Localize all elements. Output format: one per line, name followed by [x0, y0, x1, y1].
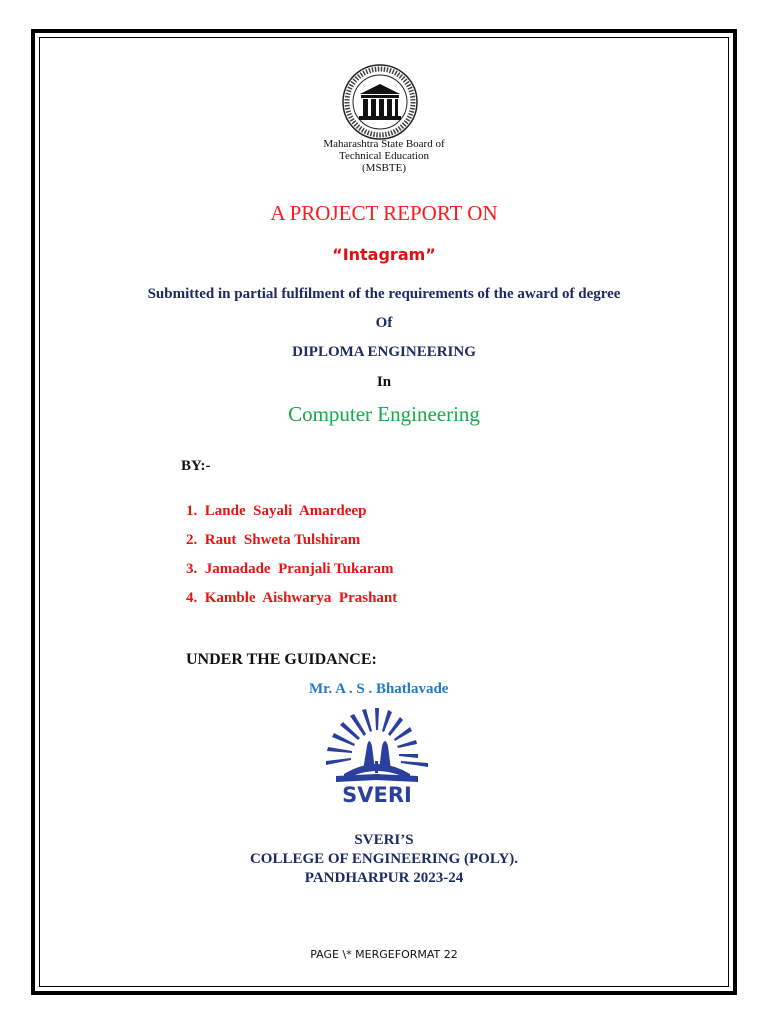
msbte-caption-line3: (MSBTE)	[362, 162, 406, 174]
sveri-logo	[318, 706, 436, 806]
report-title: A PROJECT REPORT ON	[270, 201, 498, 225]
msbte-caption	[284, 138, 484, 174]
guide-name: Mr. A . S . Bhatlavade	[309, 681, 449, 697]
degree-name: DIPLOMA ENGINEERING	[292, 344, 476, 360]
submission-in: In	[376, 374, 392, 390]
student-list	[186, 503, 397, 619]
student-item: 1. Lande Sayali Amardeep	[186, 503, 367, 519]
college-line2: COLLEGE OF ENGINEERING (POLY).	[249, 851, 519, 867]
page-footer: PAGE \* MERGEFORMAT 22	[310, 948, 458, 961]
by-label: BY:-	[181, 458, 211, 474]
msbte-logo	[334, 64, 426, 144]
msbte-caption-line2: Technical Education	[339, 150, 429, 162]
department-name: Computer Engineering	[288, 402, 480, 426]
student-item: 4. Kamble Aishwarya Prashant	[186, 590, 398, 606]
sveri-logo-text: SVERI	[342, 783, 412, 806]
student-item: 2. Raut Shweta Tulshiram	[186, 532, 361, 548]
college-line3: PANDHARPUR 2023-24	[304, 870, 464, 886]
submission-statement: Submitted in partial fulfilment of the requirements of the award of degree	[147, 286, 621, 302]
submission-of: Of	[375, 315, 393, 331]
project-name: “Intagram”	[332, 245, 436, 264]
student-item: 3. Jamadade Pranjali Tukaram	[186, 561, 394, 577]
guidance-label: UNDER THE GUIDANCE:	[186, 651, 377, 668]
college-line1: SVERI’S	[354, 832, 414, 848]
msbte-caption-line1: Maharashtra State Board of	[323, 138, 445, 150]
